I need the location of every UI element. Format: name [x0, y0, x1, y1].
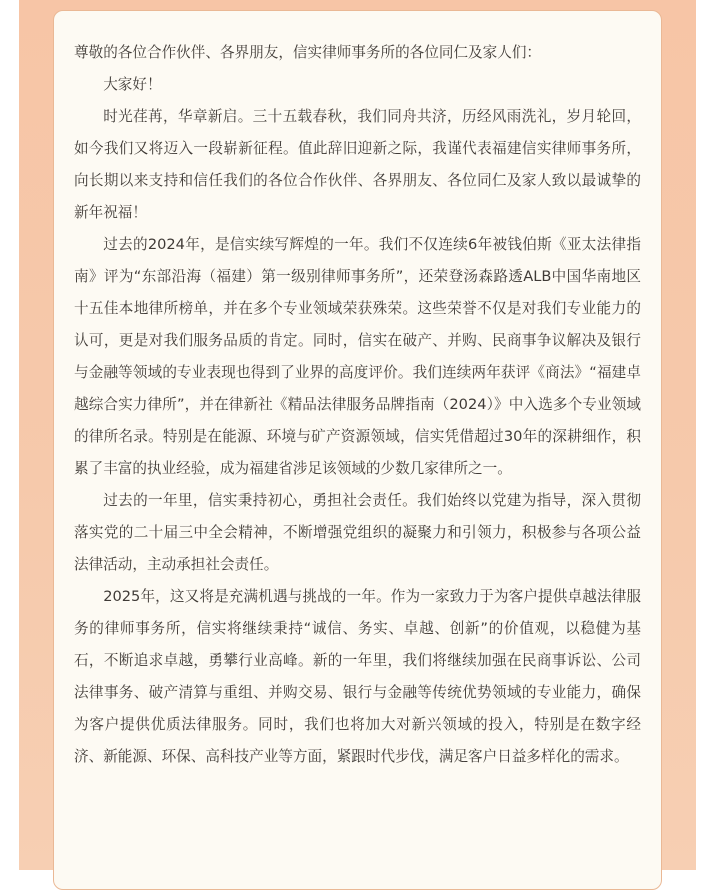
- letter-paragraph-3: 过去的一年里，信实秉持初心，勇担社会责任。我们始终以党建为指导，深入贯彻落实党的二十届三中全会精神，不断增强党组织的凝聚力和引领力，积极参与各项公益法律活动，主动承担社会责任。: [74, 492, 641, 573]
- letter-salutation: 尊敬的各位合作伙伴、各界朋友，信实律师事务所的各位同仁及家人们：: [74, 44, 542, 61]
- letter-paragraph-4: 2025年，这又将是充满机遇与挑战的一年。作为一家致力于为客户提供卓越法律服务的律师事务所，信实将继续秉持“诚信、务实、卓越、创新”的价值观，以稳健为基石，不断追求卓越，勇攀行业高峰。新的一年里，我们将继续加强在民商事诉讼、公司法律事务、破产清算与重组、并购交易、银行与金融等传统优势领域的专业能力，确保为客户提供优质法律服务。同时，我们也将加大对新兴领域的投入，特别是在数字经济、新能源、环保、高科技产业等方面，紧跟时代步伐，满足客户日益多样化的需求。: [74, 588, 641, 765]
- letter-greeting: 大家好！: [103, 76, 162, 93]
- letter-paragraph-2: 过去的2024年，是信实续写辉煌的一年。我们不仅连续6年被钱伯斯《亚太法律指南》评为“东部沿海（福建）第一级别律师事务所”，还荣登汤森路透ALB中国华南地区十五佳本地律所榜单，并在多个专业领域荣获殊荣。这些荣誉不仅是对我们专业能力的认可，更是对我们服务品质的肯定。同时，信实在破产、并购、民商事争议解决及银行与金融等领域的专业表现也得到了业界的高度评价。我们连续两年获评《商法》“福建卓越综合实力律所”，并在律新社《精品法律服务品牌指南（2024）》中入选多个专业领域的律所名录。特别是在能源、环境与矿产资源领域，信实凭借超过30年的深耕细作，积累了丰富的执业经验，成为福建省涉足该领域的少数几家律所之一。: [74, 236, 641, 477]
- letter-card: [53, 10, 662, 890]
- new-year-letter: [74, 37, 641, 773]
- letter-paragraph-1: 时光荏苒，华章新启。三十五载春秋，我们同舟共济，历经风雨洗礼，岁月轮回，如今我们又将迈入一段崭新征程。值此辞旧迎新之际，我谨代表福建信实律师事务所，向长期以来支持和信任我们的各位合作伙伴、各界朋友、各位同仁及家人致以最诚挚的新年祝福！: [74, 108, 641, 221]
